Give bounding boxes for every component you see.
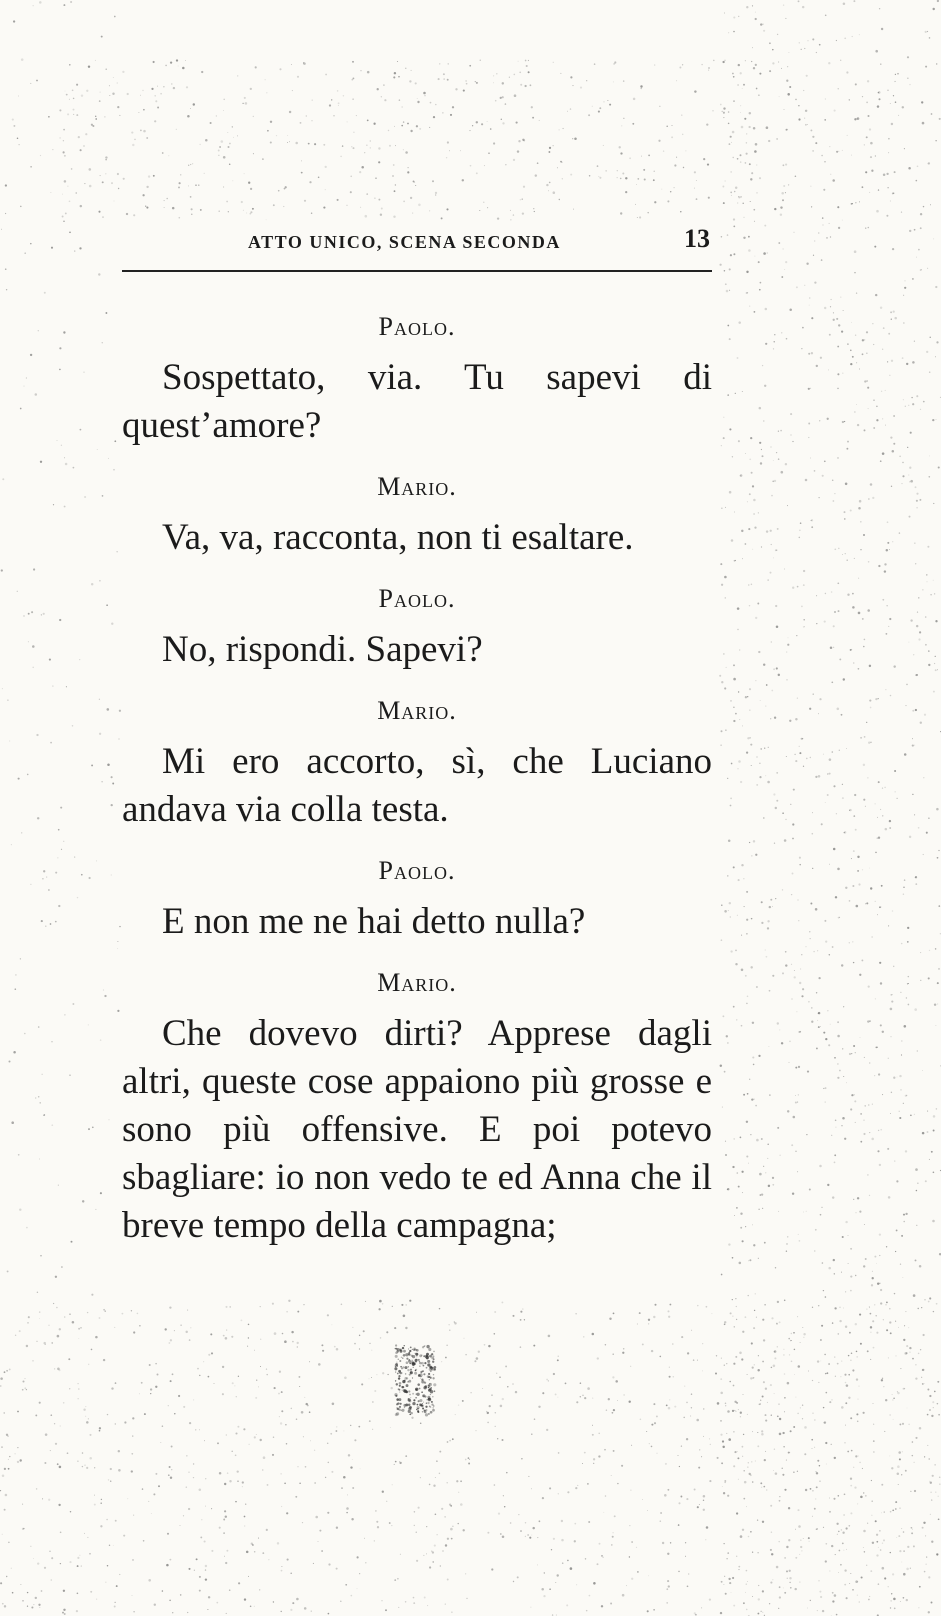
speaker-name: Mario. <box>377 696 457 725</box>
speaker-name: Paolo. <box>378 856 456 885</box>
running-title: ATTO UNICO, SCENA SECONDA <box>248 232 561 252</box>
book-page <box>122 0 712 1616</box>
page-header <box>122 220 712 272</box>
speech-text: Sospettato, via. Tu sapevi di quest’amore? <box>122 357 712 446</box>
dialogue-body <box>122 300 712 1260</box>
speech-text: No, rispondi. Sapevi? <box>162 629 483 670</box>
speaker-name: Mario. <box>377 968 457 997</box>
speech-text: Che dovevo dirti? Apprese dagli altri, queste cose appaiono più grosse e sono più offensive. E poi potevo sbagliare: io non vedo te ed Anna che il breve tempo della campagna; <box>122 1013 712 1246</box>
speech-text: Va, va, racconta, non ti esaltare. <box>162 517 634 558</box>
speech-text: Mi ero accorto, sì, che Luciano andava via colla testa. <box>122 741 712 830</box>
page-number: 13 <box>684 224 710 253</box>
speaker-name: Mario. <box>377 472 457 501</box>
speaker-name: Paolo. <box>378 312 456 341</box>
speech-text: E non me ne hai detto nulla? <box>162 901 586 942</box>
speaker-name: Paolo. <box>378 584 456 613</box>
